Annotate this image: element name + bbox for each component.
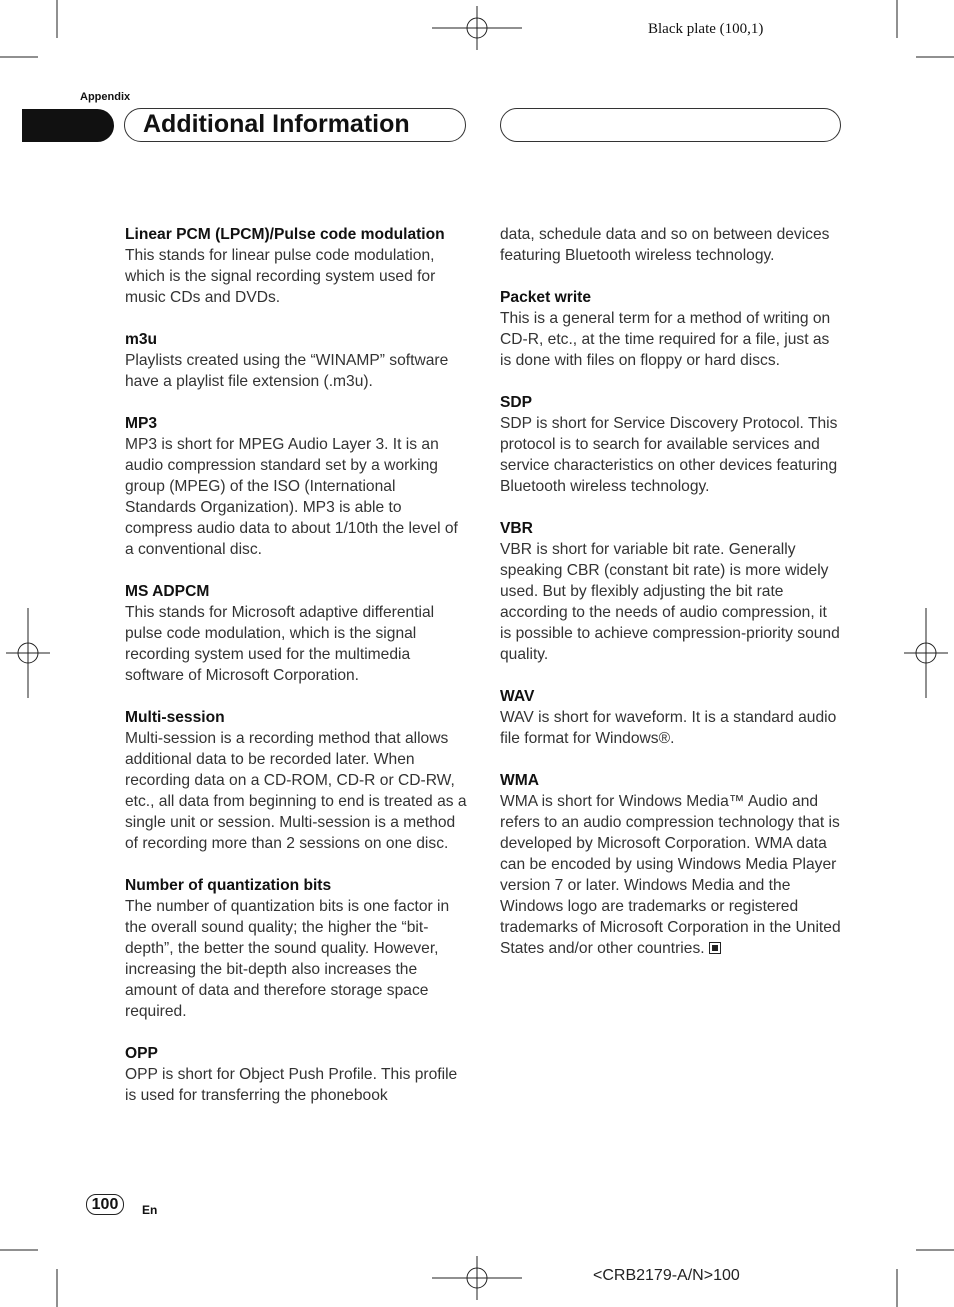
glossary-term: WMA	[500, 772, 539, 789]
plate-label: Black plate (100,1)	[648, 21, 764, 37]
glossary-entry-packet-write	[500, 287, 842, 371]
section-tab	[22, 109, 114, 142]
glossary-definition: VBR is short for variable bit rate. Generally speaking CBR (constant bit rate) is more widely used. But by flexibly adjusting the bit rate according to the needs of audio compression, it is possible to achieve compression-priority sound quality.	[500, 541, 840, 663]
glossary-definition: This stands for Microsoft adaptive differential pulse code modulation, which is the signal recording system used for the multimedia software of Microsoft Corporation.	[125, 604, 435, 684]
registration-mark-icon	[432, 6, 522, 50]
end-of-section-icon	[709, 942, 721, 954]
glossary-definition: This is a general term for a method of writing on CD-R, etc., at the time required for a file, just as is done with files on floppy or hard discs.	[500, 310, 831, 369]
glossary-definition: MP3 is short for MPEG Audio Layer 3. It is an audio compression standard set by a working group (MPEG) of the ISO (International Standards Organization). MP3 is able to compress audio data to about 1/10th the level of a conventional disc.	[125, 436, 458, 558]
glossary-continuation	[500, 224, 842, 266]
glossary-definition: Multi-session is a recording method that allows additional data to be recorded later. When recording data on a CD-ROM, CD-R or CD-RW, etc., all data from beginning to end is treated as a single unit or session. Multi-session is a method of recording more than 2 sessions on one disc.	[125, 730, 467, 852]
glossary-entry-quantization-bits	[125, 875, 467, 1022]
glossary-definition: Playlists created using the “WINAMP” software have a playlist file extension (.m3u).	[125, 352, 449, 390]
glossary-definition: WAV is short for waveform. It is a standard audio file format for Windows®.	[500, 709, 837, 747]
registration-mark-icon	[6, 608, 50, 698]
section-label: Appendix	[80, 91, 131, 103]
glossary-entry-vbr	[500, 518, 842, 665]
registration-mark-icon	[904, 608, 948, 698]
registration-mark-icon	[432, 1256, 522, 1300]
glossary-definition: This stands for linear pulse code modulation, which is the signal recording system used for music CDs and DVDs.	[125, 247, 436, 306]
glossary-entry-opp	[125, 1043, 467, 1106]
glossary-entry-m3u	[125, 329, 467, 392]
glossary-term: Linear PCM (LPCM)/Pulse code modulation	[125, 226, 445, 243]
glossary-term: MS ADPCM	[125, 583, 210, 600]
glossary-term: MP3	[125, 415, 158, 432]
right-column	[500, 224, 842, 980]
glossary-definition: SDP is short for Service Discovery Protocol. This protocol is to search for available services and service characteristics on other devices featuring Bluetooth wireless technology.	[500, 415, 838, 495]
glossary-term: WAV	[500, 688, 535, 705]
language-label: En	[142, 1203, 158, 1217]
glossary-term: Packet write	[500, 289, 592, 306]
page-title: Additional Information	[124, 108, 466, 142]
glossary-entry-sdp	[500, 392, 842, 497]
glossary-entry-wma	[500, 770, 842, 959]
glossary-definition-text: WMA is short for Windows Media™ Audio and refers to an audio compression technology that is developed by Microsoft Corporation. WMA data can be encoded by using Windows Media Player version 7 or later. Windows Media and the Windows logo are trademarks or registered trademarks of Microsoft Corporation in the United States and/or other countries.	[500, 793, 841, 957]
page-number: 100	[86, 1194, 124, 1215]
glossary-definition	[500, 791, 842, 959]
glossary-term: SDP	[500, 394, 533, 411]
glossary-entry-wav	[500, 686, 842, 749]
left-column	[125, 224, 467, 1127]
glossary-entry-multi-session	[125, 707, 467, 854]
glossary-definition: OPP is short for Object Push Profile. This profile is used for transferring the phonebook	[125, 1066, 458, 1104]
glossary-definition: The number of quantization bits is one factor in the overall sound quality; the higher the “bit-depth”, the better the sound quality. However, increasing the bit-depth also increases the amount of data and therefore storage space required.	[125, 898, 450, 1020]
glossary-term: Number of quantization bits	[125, 877, 332, 894]
glossary-definition: data, schedule data and so on between devices featuring Bluetooth wireless technology.	[500, 226, 830, 264]
glossary-term: m3u	[125, 331, 158, 348]
glossary-term: Multi-session	[125, 709, 225, 726]
header-blank-box	[500, 108, 841, 142]
glossary-entry-ms-adpcm	[125, 581, 467, 686]
glossary-term: VBR	[500, 520, 533, 537]
glossary-term: OPP	[125, 1045, 158, 1062]
glossary-entry-lpcm	[125, 224, 467, 308]
glossary-entry-mp3	[125, 413, 467, 560]
document-code: <CRB2179-A/N>100	[593, 1267, 740, 1284]
